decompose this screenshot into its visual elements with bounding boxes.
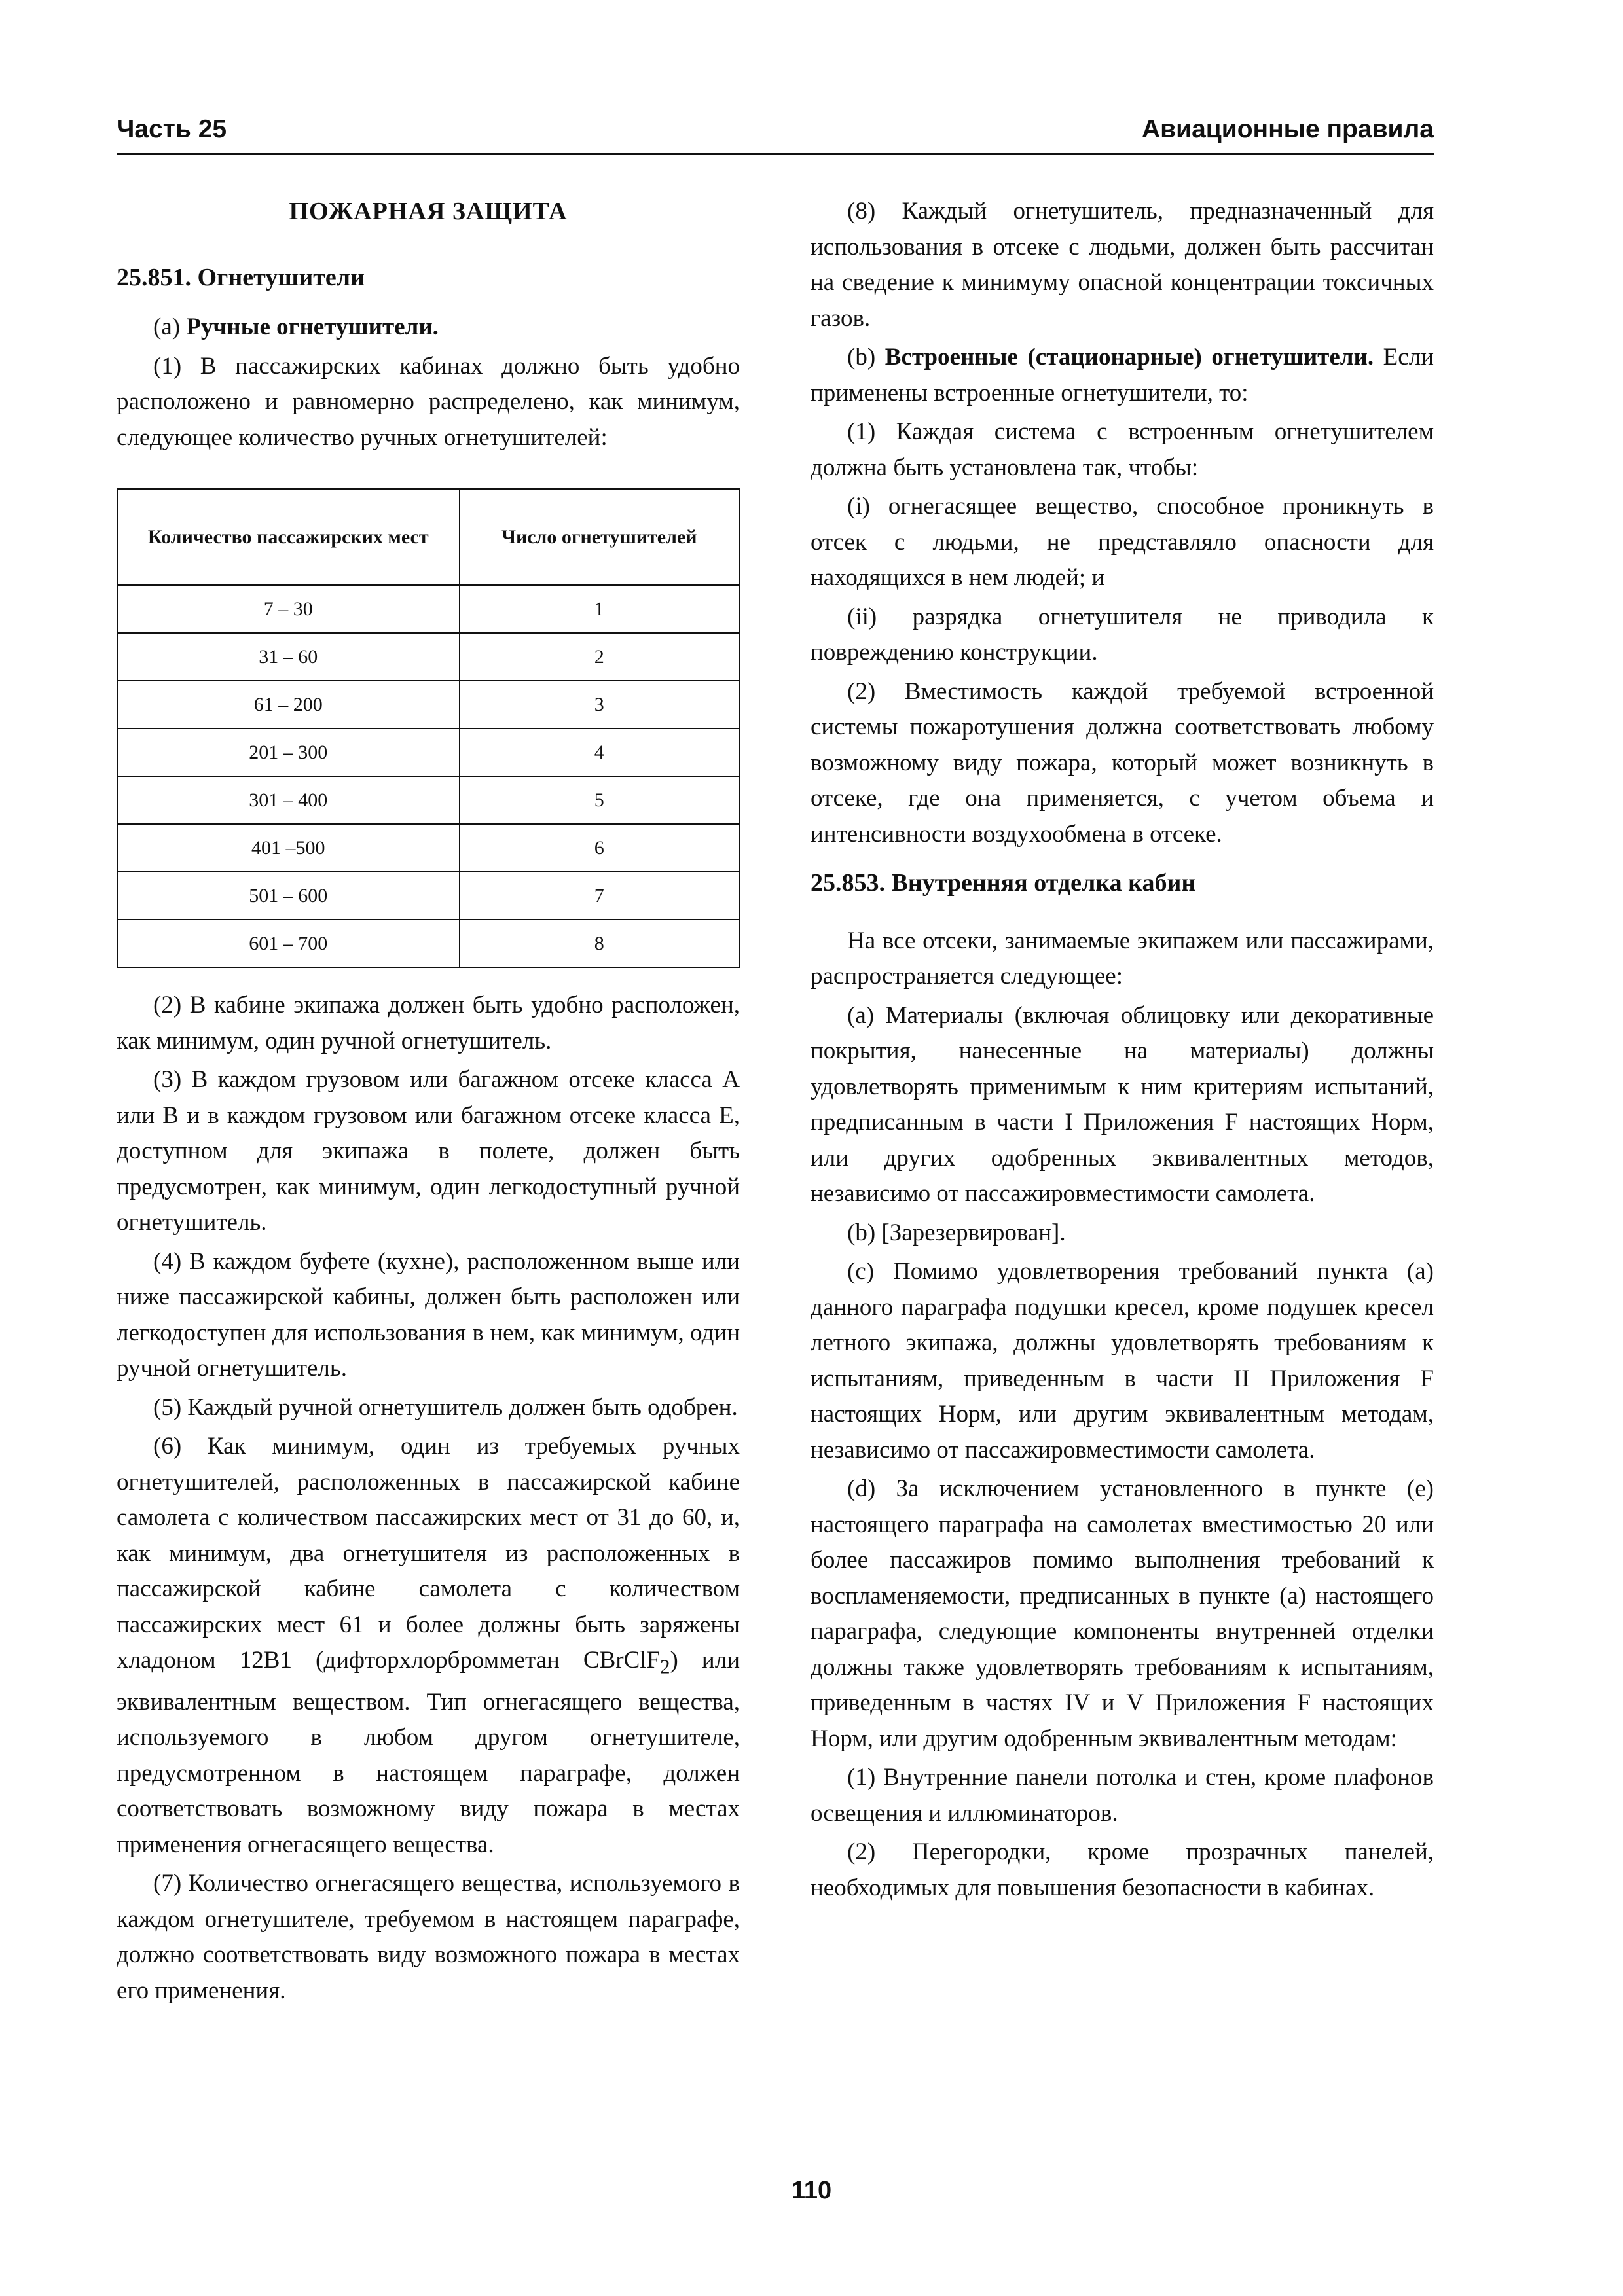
table-header-row	[117, 489, 739, 585]
paragraph-4: (4) В каждом буфете (кухне), расположенном выше или ниже пассажирской кабины, должен быть расположен или легкодоступен для использования в нем, как минимум, один ручной огнетушитель.	[117, 1247, 740, 1382]
paragraph-6	[117, 1429, 740, 1863]
cell-seats: 7 – 30	[117, 585, 460, 633]
paragraph-1: (1) В пассажирских кабинах должно быть удобно расположено и равномерно распределено, как минимум, следующее количество ручных огнетушителей:	[117, 352, 740, 451]
formula-subscript: 2	[660, 1655, 670, 1678]
right-column	[811, 194, 1434, 1909]
paragraph-5: (5) Каждый ручной огнетушитель должен быть одобрен.	[153, 1393, 738, 1421]
paragraph-b1-ii: (ii) разрядка огнетушителя не приводила к повреждению конструкции.	[811, 603, 1434, 666]
paragraph-b1: (1) Каждая система с встроенным огнетушителем должна быть установлена так, чтобы:	[811, 418, 1434, 481]
cell-seats: 401 –500	[117, 824, 460, 872]
extinguisher-table	[117, 488, 740, 968]
paragraph-c: (c) Помимо удовлетворения требований пункта (a) данного параграфа подушки кресел, кроме подушек кресел летного экипажа, должны удовлетворять требованиям к испытаниям, приведенным в части II Приложения F настоящих Норм, или другим эквивалентным методам, независимо от пассажировместимости самолета.	[811, 1258, 1434, 1463]
chapter-title: ПОЖАРНАЯ ЗАЩИТА	[289, 198, 568, 225]
subsection-a-title: Ручные огнетушители.	[186, 314, 439, 340]
cell-seats: 61 – 200	[117, 681, 460, 728]
table-row	[117, 633, 739, 681]
paragraph-b1-i: (i) огнегасящее вещество, способное проникнуть в отсек с людьми, не представляло опасности для находящихся в нем людей; и	[811, 493, 1434, 591]
table-row	[117, 728, 739, 776]
header-part: Часть 25	[117, 115, 227, 143]
paragraph-d1: (1) Внутренние панели потолка и стен, кроме плафонов освещения и иллюминаторов.	[811, 1764, 1434, 1827]
cell-count: 3	[460, 681, 740, 728]
cell-seats: 301 – 400	[117, 776, 460, 824]
cell-seats: 601 – 700	[117, 920, 460, 967]
paragraph-d: (d) За исключением установленного в пункте (e) настоящего параграфа на самолетах вместимостью 20 или более пассажиров помимо выполнения требований к воспламеняемости, предписанных в пункте (a) настоящего параграфа, следующие компоненты внутренней отделки должны также удовлетворять требованиям к испытаниям, приведенным в частях IV и V Приложения F настоящих Норм, или другим одобренным эквивалентным методам:	[811, 1475, 1434, 1752]
cell-count: 1	[460, 585, 740, 633]
paragraph-6-text-a: (6) Как минимум, один из требуемых ручных огнетушителей, расположенных в пассажирской кабине самолета с количеством пассажирских мест от 31 до 60, и, как минимум, два огнетушителя из расположенных в пассажирской кабине самолета с количеством пассажирских мест 61 и более должны быть заряжены хладоном 12B1 (дифторхлорбромметан CBrClF	[117, 1433, 740, 1674]
table-row	[117, 776, 739, 824]
paragraph-6-text-b: ) или эквивалентным веществом. Тип огнегасящего вещества, используемого в любом другом огнетушителе, предусмотренном в настоящем параграфе, должен соответствовать возможному виду пожара в местах применения огнегасящего вещества.	[117, 1647, 740, 1858]
cell-seats: 201 – 300	[117, 728, 460, 776]
paragraph-d2: (2) Перегородки, кроме прозрачных панелей, необходимых для повышения безопасности в кабинах.	[811, 1839, 1434, 1901]
cell-count: 8	[460, 920, 740, 967]
cell-seats: 31 – 60	[117, 633, 460, 681]
cell-count: 6	[460, 824, 740, 872]
table-row	[117, 681, 739, 728]
running-header	[117, 115, 1434, 155]
table-row	[117, 585, 739, 633]
header-extinguishers: Число огнетушителей	[460, 489, 740, 585]
paragraph-b2: (2) Вместимость каждой требуемой встроенной системы пожаротушения должна соответствовать любому возможному виду пожара, который может возникнуть в отсеке, где она применяется, с учетом объема и интенсивности воздухообмена в отсеке.	[811, 677, 1434, 848]
cell-count: 7	[460, 872, 740, 920]
subsection-a-prefix: (a)	[153, 314, 187, 340]
subsection-b	[811, 340, 1434, 411]
paragraph-b: (b) [Зарезервирован].	[847, 1219, 1066, 1246]
paragraph-intro: На все отсеки, занимаемые экипажем или пассажирами, распространяется следующее:	[811, 927, 1434, 990]
cell-count: 2	[460, 633, 740, 681]
header-title: Авиационные правила	[1141, 115, 1434, 143]
subsection-b-title: Встроенные (стационарные) огнетушители.	[884, 344, 1374, 370]
header-seats: Количество пассажирских мест	[117, 489, 460, 585]
section-heading-25-851: 25.851. Огнетушители	[117, 263, 365, 291]
cell-count: 5	[460, 776, 740, 824]
paragraph-3: (3) В каждом грузовом или багажном отсеке класса A или B и в каждом грузовом или багажном отсеке класса E, доступном для экипажа в полете, должен быть предусмотрен, как минимум, один легкодоступный ручной огнетушитель.	[117, 1066, 740, 1236]
paragraph-8: (8) Каждый огнетушитель, предназначенный для использования в отсеке с людьми, должен быть рассчитан на сведение к минимуму опасной концентрации токсичных газов.	[811, 198, 1434, 332]
paragraph-7: (7) Количество огнегасящего вещества, используемого в каждом огнетушителе, требуемом в настоящем параграфе, должно соответствовать виду возможного пожара в местах его применения.	[117, 1870, 740, 2004]
table-row	[117, 824, 739, 872]
section-heading-25-853: 25.853. Внутренняя отделка кабин	[811, 869, 1196, 897]
left-column	[117, 194, 740, 2012]
subsection-b-prefix: (b)	[847, 344, 885, 370]
subsection-b-text: Если применены встроенные огнетушители, то:	[811, 344, 1434, 406]
page-number: 110	[791, 2177, 832, 2204]
subsection-a	[117, 310, 740, 346]
paragraph-a: (a) Материалы (включая облицовку или декоративные покрытия, нанесенные на материалы) должны удовлетворять применимым к ним критериям испытаний, предписанным в части I Приложения F настоящих Норм, или других одобренных эквивалентных методов, независимо от пассажировместимости самолета.	[811, 1001, 1434, 1207]
table-row	[117, 872, 739, 920]
table-row	[117, 920, 739, 967]
paragraph-2: (2) В кабине экипажа должен быть удобно расположен, как минимум, один ручной огнетушитель.	[117, 992, 740, 1054]
cell-count: 4	[460, 728, 740, 776]
cell-seats: 501 – 600	[117, 872, 460, 920]
